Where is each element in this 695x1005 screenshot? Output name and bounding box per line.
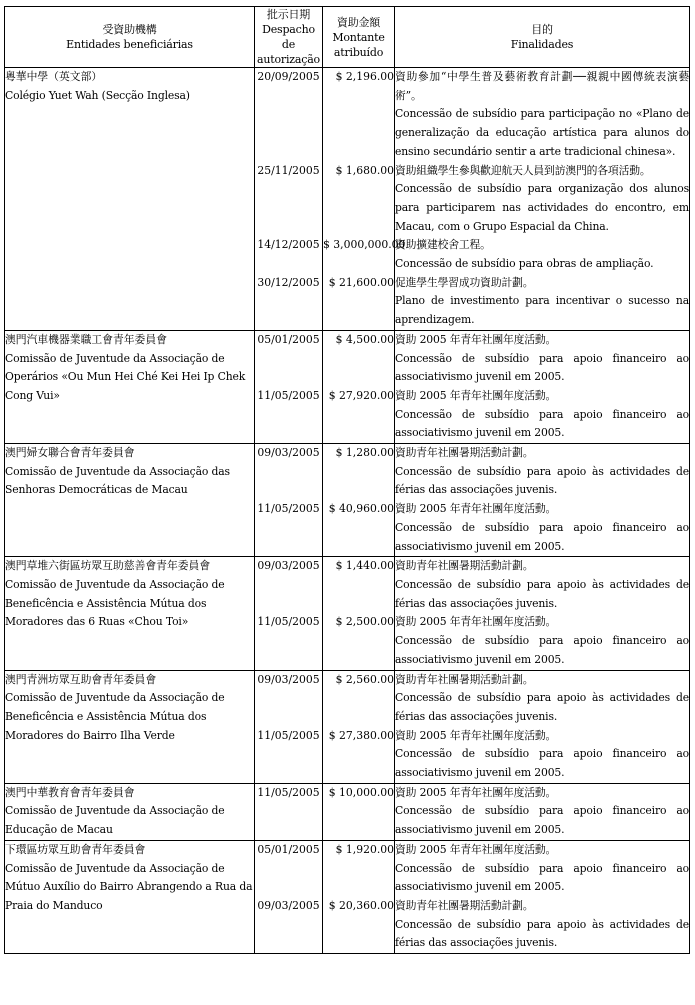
table-row (5, 557, 690, 670)
grant-purpose-zh: 資助青年社團暑期活動計劃。 (395, 559, 534, 573)
table-row (5, 670, 690, 783)
grant-purpose-zh: 資助 2005 年青年社團年度活動。 (395, 785, 557, 799)
grant-amount: $ 1,920.00 (335, 842, 394, 856)
grant-amount: $ 27,920.00 (328, 388, 394, 402)
purpose-cell (395, 444, 690, 557)
amount-cell (323, 444, 395, 557)
table-row (5, 444, 690, 557)
grant-amount: $ 1,440.00 (335, 559, 394, 573)
header-date-zh: 批示日期 (266, 8, 311, 21)
grant-purpose-zh: 資助 2005 年青年社團年度活動。 (395, 388, 557, 402)
grant-purpose-zh: 資助擴建校舍工程。 (395, 238, 491, 252)
grant-purpose-zh: 資助青年社團暑期活動計劃。 (395, 446, 534, 460)
table-header-row (5, 7, 690, 68)
grant-amount: $ 4,500.00 (335, 332, 394, 346)
grant-amount: $ 40,960.00 (328, 502, 394, 516)
grant-purpose-pt: Concessão de subsídio para apoio financeiro ao associativismo juvenil em 2005. (395, 804, 689, 837)
grant-purpose-zh: 資助組織學生參與歡迎航天人員到訪澳門的各項活動。 (395, 163, 651, 177)
grant-date: 11/05/2005 (257, 728, 320, 742)
grant-purpose-zh: 促進學生學習成功資助計劃。 (395, 275, 534, 289)
entity-name-pt: Comissão de Juventude da Associação de Mútuo Auxílio do Bairro Abrangendo a Rua da Praia do Manduco (5, 861, 253, 912)
amount-cell (323, 670, 395, 783)
entity-cell (5, 840, 255, 953)
date-cell (255, 670, 323, 783)
grant-amount: $ 20,360.00 (328, 898, 394, 912)
grant-amount: $ 2,560.00 (335, 672, 394, 686)
grant-date: 11/05/2005 (257, 615, 320, 629)
entity-name-zh: 澳門婦女聯合會青年委員會 (5, 446, 135, 460)
entity-name-pt: Comissão de Juventude da Associação de Beneficência e Assistência Mútua dos Moradores do Bairro Ilha Verde (5, 691, 225, 742)
header-date-pt1: Despacho de (262, 23, 315, 51)
table-row (5, 330, 690, 443)
entity-name-zh: 下環區坊眾互助會青年委員會 (5, 842, 146, 856)
header-amount-zh: 資助金額 (336, 15, 381, 29)
entity-name-zh: 粵華中學（英文部） (5, 70, 103, 83)
header-date (255, 7, 323, 68)
entity-name-zh: 澳門中華教育會青年委員會 (5, 785, 135, 799)
grant-date: 11/05/2005 (257, 502, 320, 516)
amount-cell (323, 330, 395, 443)
grant-date: 11/05/2005 (257, 388, 320, 402)
header-purpose-zh: 目的 (531, 23, 553, 36)
header-entity-pt: Entidades beneficiárias (66, 38, 193, 51)
grant-date: 05/01/2005 (257, 332, 320, 346)
amount-cell (323, 557, 395, 670)
grant-purpose-pt: Concessão de subsídio para apoio financeiro ao associativismo juvenil em 2005. (395, 634, 689, 666)
grant-purpose-zh: 資助 2005 年青年社團年度活動。 (395, 502, 557, 516)
entity-name-zh: 澳門草堆六街區坊眾互助慈善會青年委員會 (5, 559, 211, 573)
grant-purpose-zh: 資助 2005 年青年社團年度活動。 (395, 615, 557, 629)
date-cell (255, 557, 323, 670)
grant-date: 30/12/2005 (257, 275, 320, 289)
grant-purpose-pt: Concessão de subsídio para apoio às actividades de férias das associações juvenis. (395, 577, 689, 610)
grant-date: 14/12/2005 (257, 238, 320, 252)
grant-purpose-pt: Concessão de subsídio para apoio às actividades de férias das associações juvenis. (395, 917, 689, 950)
grant-purpose-pt: Concessão de subsídio para apoio financeiro ao associativismo juvenil em 2005. (395, 861, 689, 894)
grant-amount: $ 10,000.00 (328, 785, 394, 799)
table-row (5, 840, 690, 953)
date-cell (255, 330, 323, 443)
header-purpose (395, 7, 690, 68)
grant-date: 20/09/2005 (257, 70, 320, 83)
grant-purpose-pt: Concessão de subsídio para apoio às actividades de férias das associações juvenis. (395, 691, 689, 723)
grant-purpose-pt: Concessão de subsídio para participação no «Plano de generalização da educação artística para alunos do ensino secundário sentir a arte tradicional chinesa». (395, 107, 689, 158)
date-cell (255, 444, 323, 557)
entity-name-pt: Comissão de Juventude da Associação das Senhoras Democráticas de Macau (5, 464, 230, 497)
grant-date: 09/03/2005 (257, 898, 320, 912)
amount-cell (323, 840, 395, 953)
grant-date: 05/01/2005 (257, 842, 320, 856)
grants-table (4, 6, 690, 954)
grant-purpose-zh: 資助 2005 年青年社團年度活動。 (395, 728, 557, 742)
entity-cell (5, 670, 255, 783)
header-amount-pt1: Montante (332, 30, 385, 44)
header-date-pt2: autorização (257, 53, 320, 66)
grant-amount: $ 1,280.00 (335, 446, 394, 460)
header-entity-zh: 受資助機構 (102, 23, 157, 36)
purpose-cell (395, 330, 690, 443)
date-cell (255, 840, 323, 953)
grant-date: 09/03/2005 (257, 672, 320, 686)
grant-purpose-pt: Concessão de subsídio para obras de ampliação. (395, 257, 654, 271)
header-amount (323, 7, 395, 68)
grant-date: 11/05/2005 (257, 785, 320, 799)
grant-amount: $ 2,500.00 (335, 615, 394, 629)
grant-purpose-pt: Plano de investimento para incentivar o sucesso na aprendizagem. (395, 294, 689, 327)
grant-date: 09/03/2005 (257, 559, 320, 573)
entity-cell (5, 444, 255, 557)
grant-amount: $ 21,600.00 (328, 275, 394, 289)
table-row (5, 783, 690, 840)
grant-purpose-zh: 資助青年社團暑期活動計劃。 (395, 898, 534, 912)
header-entity (5, 7, 255, 68)
grant-amount: $ 2,196.00 (335, 70, 394, 83)
grant-purpose-zh: 資助青年社團暑期活動計劃。 (395, 672, 534, 686)
entity-name-zh: 澳門汽車機器業職工會青年委員會 (5, 332, 167, 346)
amount-cell (323, 783, 395, 840)
grant-purpose-pt: Concessão de subsídio para apoio financeiro ao associativismo juvenil em 2005. (395, 747, 689, 780)
grant-date: 25/11/2005 (257, 163, 320, 177)
entity-cell (5, 330, 255, 443)
table-row (5, 68, 690, 331)
entity-name-pt: Colégio Yuet Wah (Secção Inglesa) (5, 88, 190, 102)
grant-amount: $ 1,680.00 (335, 163, 394, 177)
grant-purpose-pt: Concessão de subsídio para apoio às actividades de férias das associações juvenis. (395, 464, 689, 497)
grant-date: 09/03/2005 (257, 446, 320, 460)
entity-cell (5, 557, 255, 670)
purpose-cell (395, 557, 690, 670)
grant-purpose-zh: 資助 2005 年青年社團年度活動。 (395, 332, 557, 346)
grant-purpose-pt: Concessão de subsídio para apoio financeiro ao associativismo juvenil em 2005. (395, 351, 689, 384)
entity-cell (5, 68, 255, 331)
grant-purpose-zh: 資助參加“中學生普及藝術教育計劃──親親中國傳統表演藝術”。 (395, 70, 689, 102)
grant-amount: $ 27,380.00 (328, 728, 394, 742)
purpose-cell (395, 783, 690, 840)
entity-name-pt: Comissão de Juventude da Associação de Beneficência e Assistência Mútua dos Moradores das 6 Ruas «Chou Toi» (5, 577, 225, 629)
grant-purpose-zh: 資助 2005 年青年社團年度活動。 (395, 842, 557, 856)
purpose-cell (395, 840, 690, 953)
purpose-cell (395, 670, 690, 783)
entity-cell (5, 783, 255, 840)
date-cell (255, 68, 323, 331)
grant-purpose-pt: Concessão de subsídio para apoio financeiro ao associativismo juvenil em 2005. (395, 520, 689, 553)
header-purpose-pt: Finalidades (510, 38, 574, 51)
entity-name-pt: Comissão de Juventude da Associação de Educação de Macau (5, 804, 225, 837)
entity-name-zh: 澳門青洲坊眾互助會青年委員會 (5, 672, 157, 686)
purpose-cell (395, 68, 690, 331)
header-amount-pt2: atribuído (333, 45, 384, 59)
date-cell (255, 783, 323, 840)
amount-cell (323, 68, 406, 331)
entity-name-pt: Comissão de Juventude da Associação de Operários «Ou Mun Hei Ché Kei Hei Ip Chek Cong Vui» (5, 351, 246, 402)
grant-amount: $ 3,000,000.00 (323, 238, 406, 252)
grant-purpose-pt: Concessão de subsídio para organização dos alunos para participarem nas actividades do encontro, em Macau, com o Grupo Espacial da China. (395, 182, 689, 233)
grant-purpose-pt: Concessão de subsídio para apoio financeiro ao associativismo juvenil em 2005. (395, 407, 689, 440)
